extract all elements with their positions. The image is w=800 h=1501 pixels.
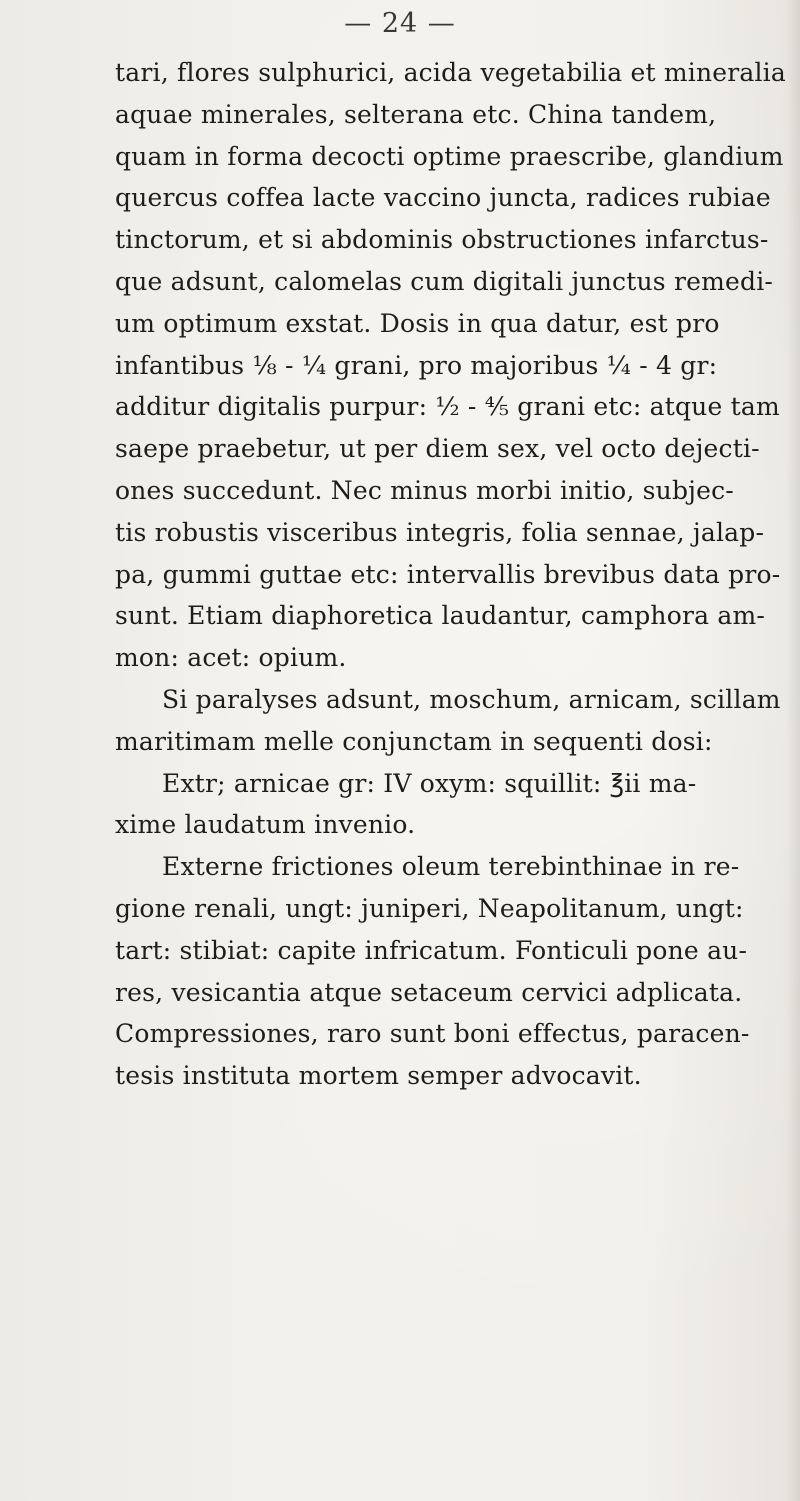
text-line: infantibus ⅛ - ¼ grani, pro majoribus ¼ - 4 gr: xyxy=(115,350,718,380)
body-text xyxy=(115,52,795,1097)
text-line: tis robustis visceribus integris, folia sennae, jalap- xyxy=(115,517,765,547)
text-line: que adsunt, calomelas cum digitali junctus remedi- xyxy=(115,266,774,296)
text-line: Compressiones, raro sunt boni effectus, paracen- xyxy=(115,1019,750,1049)
text-line: maritimam melle conjunctam in sequenti dosi: xyxy=(115,726,713,756)
text-line: Si paralyses adsunt, moschum, arnicam, scillam xyxy=(162,684,781,714)
text-line: mon: acet: opium. xyxy=(115,643,347,673)
page-number-header: — 24 — xyxy=(344,8,456,39)
text-line: quercus coffea lacte vaccino juncta, radices rubiae xyxy=(115,183,771,213)
text-line: additur digitalis purpur: ½ - ⅘ grani etc: atque tam xyxy=(115,392,780,422)
text-line: saepe praebetur, ut per diem sex, vel octo dejecti- xyxy=(115,434,760,464)
text-line: tinctorum, et si abdominis obstructiones infarctus- xyxy=(115,225,769,255)
text-line: xime laudatum invenio. xyxy=(115,810,416,840)
text-line: um optimum exstat. Dosis in qua datur, est pro xyxy=(115,308,720,338)
text-line: res, vesicantia atque setaceum cervici adplicata. xyxy=(115,977,743,1007)
text-line: Extr; arnicae gr: IV oxym: squillit: ℥ii ma- xyxy=(162,768,697,798)
text-line: Externe frictiones oleum terebinthinae in re- xyxy=(162,852,740,882)
text-line: quam in forma decocti optime praescribe, glandium xyxy=(115,141,784,171)
text-line: tart: stibiat: capite infricatum. Fonticuli pone au- xyxy=(115,935,748,965)
text-line: sunt. Etiam diaphoretica laudantur, camphora am- xyxy=(115,601,766,631)
text-line: gione renali, ungt: juniperi, Neapolitanum, ungt: xyxy=(115,893,744,923)
text-line: tesis instituta mortem semper advocavit. xyxy=(115,1061,642,1091)
text-line: ones succedunt. Nec minus morbi initio, subjec- xyxy=(115,475,734,505)
text-line: pa, gummi guttae etc: intervallis brevibus data pro- xyxy=(115,559,781,589)
text-line: tari, flores sulphurici, acida vegetabilia et mineralia xyxy=(115,58,786,87)
text-line: aquae minerales, selterana etc. China tandem, xyxy=(115,99,717,129)
